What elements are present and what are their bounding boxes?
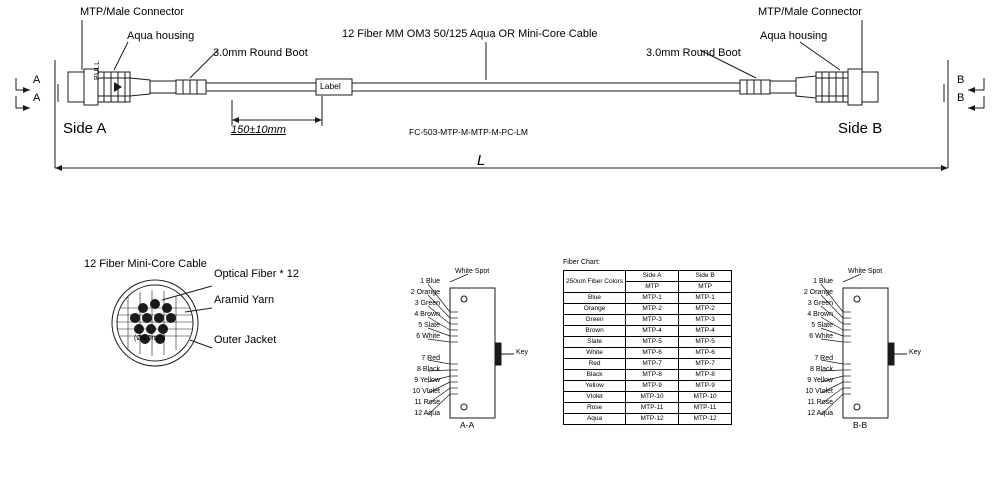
cell-side-b: MTP-3 (679, 315, 732, 326)
fiber-label: 5 Slate (811, 322, 833, 329)
fiber-label: 1 Blue (813, 278, 833, 285)
callout-aqua-housing-right: Aqua housing (760, 30, 828, 42)
label-box-text: Label (320, 81, 341, 91)
fiber-label: 8 Black (417, 366, 440, 373)
cell-color: VIolet (564, 392, 626, 403)
cell-side-a: MTP-7 (626, 359, 679, 370)
table-header-row (564, 271, 732, 282)
table-row (564, 348, 732, 359)
cell-side-b: MTP-4 (679, 326, 732, 337)
callout-mtp-male-left: MTP/Male Connector (80, 6, 184, 18)
cross-section-svg (90, 268, 340, 398)
cell-color: Orange (564, 304, 626, 315)
cell-color: Brown (564, 326, 626, 337)
table-row (564, 392, 732, 403)
fiber-label: 7 Red (814, 355, 833, 362)
cell-color: Blue (564, 293, 626, 304)
cross-section-title: 12 Fiber Mini-Core Cable (84, 258, 207, 270)
table-row (564, 403, 732, 414)
cell-side-a: MTP-9 (626, 381, 679, 392)
callout-aqua-housing-left: Aqua housing (127, 30, 195, 42)
part-number: FC-503-MTP-M-MTP-M-PC-LM (409, 127, 528, 137)
fiber-label: 4 Brown (807, 311, 833, 318)
connector-a-white-spot-label: White Spot (455, 268, 490, 275)
cell-color: Black (564, 370, 626, 381)
fiber-label: 2 Orange (803, 289, 833, 296)
connector-a-view-label: A-A (460, 420, 475, 430)
cell-side-b: MTP-8 (679, 370, 732, 381)
callout-optical-fiber: Optical Fiber * 12 (214, 268, 299, 280)
fiber-label: 6 White (416, 333, 440, 340)
fiber-label: 12 Aqua (807, 410, 833, 417)
fiber-label: 10 VIolet (805, 388, 833, 395)
section-mark-b-bottom: B (957, 92, 965, 104)
fiber-label: 4 Brown (414, 311, 440, 318)
side-a-label: Side A (63, 120, 107, 137)
fiber-label: 5 Slate (418, 322, 440, 329)
cell-side-b: MTP-9 (679, 381, 732, 392)
cell-color: Yellow (564, 381, 626, 392)
fiber-label: 8 Black (810, 366, 833, 373)
table-row (564, 315, 732, 326)
callout-aramid-yarn: Aramid Yarn (214, 294, 275, 306)
fiber-label: 6 White (809, 333, 833, 340)
table-row (564, 370, 732, 381)
connector-b-key-label: Key (909, 349, 922, 356)
table-row (564, 359, 732, 370)
cell-side-b: MTP-2 (679, 304, 732, 315)
fiber-label: 2 Orange (410, 289, 440, 296)
fiber-chart-table (563, 270, 732, 425)
cell-side-b: MTP-11 (679, 403, 732, 414)
cell-side-a: MTP-12 (626, 414, 679, 425)
cell-side-a: MTP-8 (626, 370, 679, 381)
cell-side-a: MTP-6 (626, 348, 679, 359)
header-side-a: Side A (626, 271, 679, 282)
length-symbol: L (477, 152, 486, 169)
label-dimension-150mm: 150±10mm (231, 124, 286, 136)
section-mark-a-top: A (33, 74, 41, 86)
fiber-label: 3 Green (807, 300, 833, 307)
cell-color: Rose (564, 403, 626, 414)
fiber-label: 11 Rose (414, 399, 440, 406)
cell-color: White (564, 348, 626, 359)
header-side-b: Side B (679, 271, 732, 282)
fiber-label: 11 Rose (807, 399, 833, 406)
table-row (564, 293, 732, 304)
cell-side-a: MTP-11 (626, 403, 679, 414)
cell-color: Aqua (564, 414, 626, 425)
table-row (564, 304, 732, 315)
cell-side-a: MTP-3 (626, 315, 679, 326)
cell-side-a: MTP-2 (626, 304, 679, 315)
side-b-label: Side B (838, 120, 883, 137)
connector-b-view-label: B-B (853, 420, 868, 430)
cell-color: Slate (564, 337, 626, 348)
callout-boot-right: 3.0mm Round Boot (646, 47, 741, 59)
fiber-label: 12 Aqua (414, 410, 440, 417)
table-row (564, 326, 732, 337)
cell-side-a: MTP-10 (626, 392, 679, 403)
fiber-chart-caption: Fiber Chart: (563, 259, 600, 266)
section-mark-a-bottom: A (33, 92, 41, 104)
callout-outer-jacket: Outer Jacket (214, 334, 277, 346)
callout-boot-left: 3.0mm Round Boot (213, 47, 308, 59)
table-row (564, 337, 732, 348)
connector-pull-text: PULL (94, 60, 101, 80)
cell-side-b: MTP-6 (679, 348, 732, 359)
cell-side-a: MTP-4 (626, 326, 679, 337)
cell-side-b: MTP-1 (679, 293, 732, 304)
fiber-label: 10 VIolet (412, 388, 440, 395)
fiber-label: 9 Yellow (414, 377, 440, 384)
fiber-label: 9 Yellow (807, 377, 833, 384)
cell-side-a: MTP-1 (626, 293, 679, 304)
fiber-label: 7 Red (421, 355, 440, 362)
header-fiber-colors: 250um Fiber Colors (564, 271, 626, 293)
cell-side-b: MTP-5 (679, 337, 732, 348)
table-row (564, 414, 732, 425)
connector-b-fiber-list (785, 276, 833, 419)
cell-color: Green (564, 315, 626, 326)
connector-a-fiber-list (392, 276, 440, 419)
connector-a-key-label: Key (516, 349, 529, 356)
fiber-label: 3 Green (414, 300, 440, 307)
cell-side-b: MTP-10 (679, 392, 732, 403)
fiber-label: 1 Blue (420, 278, 440, 285)
subheader-side-a: MTP (626, 282, 679, 293)
cell-side-a: MTP-5 (626, 337, 679, 348)
callout-mtp-male-right: MTP/Male Connector (758, 6, 862, 18)
connector-b-white-spot-label: White Spot (848, 268, 883, 275)
table-row (564, 381, 732, 392)
subheader-side-b: MTP (679, 282, 732, 293)
section-mark-b-top: B (957, 74, 965, 86)
cell-side-b: MTP-7 (679, 359, 732, 370)
callout-cable-type: 12 Fiber MM OM3 50/125 Aqua OR Mini-Core Cable (342, 28, 598, 40)
cell-color: Red (564, 359, 626, 370)
cell-side-b: MTP-12 (679, 414, 732, 425)
cross-section-diameter: (Ø3.0mm) (134, 335, 166, 342)
